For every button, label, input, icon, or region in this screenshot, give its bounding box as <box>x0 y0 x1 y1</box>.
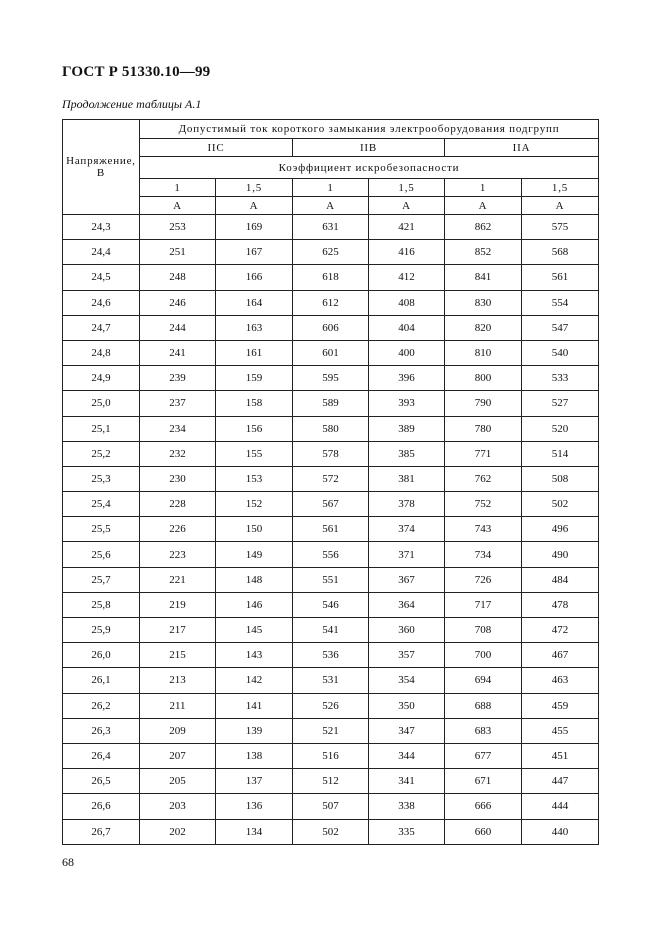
current-cell: 520 <box>522 416 599 441</box>
current-cell: 338 <box>369 794 445 819</box>
current-cell: 508 <box>522 466 599 491</box>
current-cell: 253 <box>140 215 216 240</box>
voltage-cell: 25,0 <box>63 391 140 416</box>
current-cell: 393 <box>369 391 445 416</box>
current-cell: 780 <box>445 416 522 441</box>
current-cell: 800 <box>445 366 522 391</box>
voltage-cell: 24,3 <box>63 215 140 240</box>
current-cell: 136 <box>216 794 293 819</box>
current-cell: 207 <box>140 743 216 768</box>
voltage-cell: 24,4 <box>63 240 140 265</box>
current-cell: 341 <box>369 769 445 794</box>
current-cell: 371 <box>369 542 445 567</box>
table-row <box>63 340 599 365</box>
current-cell: 344 <box>369 743 445 768</box>
current-cell: 752 <box>445 492 522 517</box>
current-cell: 152 <box>216 492 293 517</box>
current-cell: 790 <box>445 391 522 416</box>
unit-header: А <box>522 197 599 215</box>
current-cell: 232 <box>140 441 216 466</box>
table-row <box>63 643 599 668</box>
current-cell: 533 <box>522 366 599 391</box>
table-row <box>63 366 599 391</box>
current-cell: 618 <box>293 265 369 290</box>
voltage-cell: 26,7 <box>63 819 140 844</box>
voltage-cell: 25,8 <box>63 592 140 617</box>
current-cell: 143 <box>216 643 293 668</box>
factor-header: 1 <box>293 179 369 197</box>
table-row <box>63 441 599 466</box>
current-cell: 215 <box>140 643 216 668</box>
current-cell: 350 <box>369 693 445 718</box>
voltage-cell: 25,2 <box>63 441 140 466</box>
voltage-header-unit: В <box>96 167 106 179</box>
current-cell: 762 <box>445 466 522 491</box>
current-cell: 521 <box>293 718 369 743</box>
current-cell: 575 <box>522 215 599 240</box>
main-header: Допустимый ток короткого замыкания электрооборудования подгрупп <box>140 120 599 139</box>
current-cell: 149 <box>216 542 293 567</box>
current-cell: 478 <box>522 592 599 617</box>
current-cell: 203 <box>140 794 216 819</box>
current-cell: 404 <box>369 315 445 340</box>
current-cell: 540 <box>522 340 599 365</box>
current-cell: 156 <box>216 416 293 441</box>
current-cell: 213 <box>140 668 216 693</box>
current-cell: 512 <box>293 769 369 794</box>
current-cell: 463 <box>522 668 599 693</box>
current-cell: 146 <box>216 592 293 617</box>
current-cell: 556 <box>293 542 369 567</box>
current-cell: 145 <box>216 618 293 643</box>
current-cell: 694 <box>445 668 522 693</box>
table-row <box>63 819 599 844</box>
factor-header: 1,5 <box>369 179 445 197</box>
current-cell: 219 <box>140 592 216 617</box>
current-cell: 852 <box>445 240 522 265</box>
current-cell: 578 <box>293 441 369 466</box>
unit-header: А <box>216 197 293 215</box>
voltage-cell: 25,1 <box>63 416 140 441</box>
current-cell: 660 <box>445 819 522 844</box>
current-cell: 536 <box>293 643 369 668</box>
table-row <box>63 290 599 315</box>
unit-header: А <box>445 197 522 215</box>
voltage-cell: 24,9 <box>63 366 140 391</box>
table-row <box>63 794 599 819</box>
factor-header: 1 <box>445 179 522 197</box>
table-row <box>63 618 599 643</box>
current-cell: 248 <box>140 265 216 290</box>
table-row <box>63 668 599 693</box>
current-cell: 158 <box>216 391 293 416</box>
voltage-cell: 26,2 <box>63 693 140 718</box>
current-cell: 412 <box>369 265 445 290</box>
table-row <box>63 265 599 290</box>
current-cell: 606 <box>293 315 369 340</box>
table-row <box>63 542 599 567</box>
current-cell: 700 <box>445 643 522 668</box>
current-table <box>62 119 599 845</box>
current-cell: 625 <box>293 240 369 265</box>
voltage-cell: 26,3 <box>63 718 140 743</box>
current-cell: 167 <box>216 240 293 265</box>
voltage-cell: 26,4 <box>63 743 140 768</box>
current-cell: 717 <box>445 592 522 617</box>
current-cell: 378 <box>369 492 445 517</box>
current-cell: 374 <box>369 517 445 542</box>
current-cell: 367 <box>369 567 445 592</box>
current-cell: 447 <box>522 769 599 794</box>
current-cell: 202 <box>140 819 216 844</box>
table-row <box>63 215 599 240</box>
current-cell: 507 <box>293 794 369 819</box>
current-cell: 688 <box>445 693 522 718</box>
table-caption: Продолжение таблицы А.1 <box>62 97 202 111</box>
unit-header: А <box>369 197 445 215</box>
current-cell: 541 <box>293 618 369 643</box>
current-cell: 228 <box>140 492 216 517</box>
subgroup-header: IIC <box>140 139 293 157</box>
voltage-header <box>63 120 140 215</box>
current-cell: 734 <box>445 542 522 567</box>
current-cell: 771 <box>445 441 522 466</box>
current-cell: 601 <box>293 340 369 365</box>
current-cell: 708 <box>445 618 522 643</box>
coefficient-header: Коэффициент искробезопасности <box>140 157 599 179</box>
current-cell: 516 <box>293 743 369 768</box>
table-row <box>63 391 599 416</box>
current-cell: 547 <box>522 315 599 340</box>
current-cell: 726 <box>445 567 522 592</box>
current-cell: 531 <box>293 668 369 693</box>
current-cell: 451 <box>522 743 599 768</box>
factor-header: 1,5 <box>522 179 599 197</box>
current-cell: 347 <box>369 718 445 743</box>
current-cell: 221 <box>140 567 216 592</box>
current-cell: 467 <box>522 643 599 668</box>
current-cell: 514 <box>522 441 599 466</box>
current-cell: 666 <box>445 794 522 819</box>
current-cell: 810 <box>445 340 522 365</box>
current-cell: 440 <box>522 819 599 844</box>
current-cell: 527 <box>522 391 599 416</box>
current-cell: 502 <box>293 819 369 844</box>
table-row <box>63 240 599 265</box>
current-cell: 496 <box>522 517 599 542</box>
current-cell: 743 <box>445 517 522 542</box>
voltage-cell: 24,5 <box>63 265 140 290</box>
current-cell: 830 <box>445 290 522 315</box>
table-row <box>63 592 599 617</box>
current-cell: 241 <box>140 340 216 365</box>
current-cell: 141 <box>216 693 293 718</box>
voltage-cell: 26,6 <box>63 794 140 819</box>
current-cell: 217 <box>140 618 216 643</box>
current-cell: 490 <box>522 542 599 567</box>
current-cell: 554 <box>522 290 599 315</box>
current-cell: 459 <box>522 693 599 718</box>
current-cell: 164 <box>216 290 293 315</box>
current-cell: 862 <box>445 215 522 240</box>
subgroup-header: IIB <box>293 139 445 157</box>
current-cell: 335 <box>369 819 445 844</box>
table-row <box>63 517 599 542</box>
current-cell: 683 <box>445 718 522 743</box>
table-row <box>63 693 599 718</box>
current-cell: 484 <box>522 567 599 592</box>
current-cell: 364 <box>369 592 445 617</box>
voltage-cell: 26,0 <box>63 643 140 668</box>
current-cell: 360 <box>369 618 445 643</box>
voltage-cell: 26,1 <box>63 668 140 693</box>
voltage-cell: 25,5 <box>63 517 140 542</box>
current-cell: 159 <box>216 366 293 391</box>
current-cell: 166 <box>216 265 293 290</box>
current-cell: 568 <box>522 240 599 265</box>
voltage-header-label: Напряжение, <box>66 155 136 167</box>
voltage-cell: 25,4 <box>63 492 140 517</box>
current-cell: 354 <box>369 668 445 693</box>
current-cell: 385 <box>369 441 445 466</box>
current-cell: 209 <box>140 718 216 743</box>
factor-header: 1 <box>140 179 216 197</box>
current-cell: 148 <box>216 567 293 592</box>
current-cell: 237 <box>140 391 216 416</box>
current-cell: 455 <box>522 718 599 743</box>
current-cell: 139 <box>216 718 293 743</box>
current-cell: 163 <box>216 315 293 340</box>
current-cell: 472 <box>522 618 599 643</box>
table-row <box>63 567 599 592</box>
current-cell: 841 <box>445 265 522 290</box>
current-cell: 567 <box>293 492 369 517</box>
current-cell: 671 <box>445 769 522 794</box>
current-cell: 142 <box>216 668 293 693</box>
unit-header: А <box>293 197 369 215</box>
current-cell: 612 <box>293 290 369 315</box>
current-cell: 400 <box>369 340 445 365</box>
current-cell: 589 <box>293 391 369 416</box>
current-cell: 408 <box>369 290 445 315</box>
current-cell: 223 <box>140 542 216 567</box>
current-cell: 551 <box>293 567 369 592</box>
current-cell: 230 <box>140 466 216 491</box>
current-cell: 244 <box>140 315 216 340</box>
current-cell: 234 <box>140 416 216 441</box>
current-cell: 137 <box>216 769 293 794</box>
current-cell: 153 <box>216 466 293 491</box>
voltage-cell: 25,6 <box>63 542 140 567</box>
current-cell: 595 <box>293 366 369 391</box>
current-cell: 561 <box>293 517 369 542</box>
current-cell: 580 <box>293 416 369 441</box>
table-row <box>63 466 599 491</box>
voltage-cell: 25,9 <box>63 618 140 643</box>
current-cell: 416 <box>369 240 445 265</box>
current-cell: 246 <box>140 290 216 315</box>
page-number: 68 <box>62 855 74 869</box>
table-row <box>63 743 599 768</box>
table-row <box>63 315 599 340</box>
factor-header: 1,5 <box>216 179 293 197</box>
current-cell: 138 <box>216 743 293 768</box>
current-cell: 389 <box>369 416 445 441</box>
current-cell: 161 <box>216 340 293 365</box>
voltage-cell: 25,3 <box>63 466 140 491</box>
document-title: ГОСТ Р 51330.10—99 <box>62 64 211 80</box>
current-cell: 421 <box>369 215 445 240</box>
current-cell: 251 <box>140 240 216 265</box>
current-cell: 677 <box>445 743 522 768</box>
current-cell: 239 <box>140 366 216 391</box>
current-cell: 396 <box>369 366 445 391</box>
voltage-cell: 24,8 <box>63 340 140 365</box>
table-row <box>63 718 599 743</box>
unit-header: А <box>140 197 216 215</box>
table-row <box>63 416 599 441</box>
current-cell: 155 <box>216 441 293 466</box>
current-cell: 169 <box>216 215 293 240</box>
current-cell: 381 <box>369 466 445 491</box>
current-cell: 134 <box>216 819 293 844</box>
current-cell: 820 <box>445 315 522 340</box>
table-row <box>63 769 599 794</box>
current-cell: 226 <box>140 517 216 542</box>
current-cell: 546 <box>293 592 369 617</box>
current-cell: 357 <box>369 643 445 668</box>
current-cell: 205 <box>140 769 216 794</box>
current-cell: 526 <box>293 693 369 718</box>
voltage-cell: 25,7 <box>63 567 140 592</box>
current-cell: 444 <box>522 794 599 819</box>
voltage-cell: 24,7 <box>63 315 140 340</box>
current-cell: 561 <box>522 265 599 290</box>
current-cell: 150 <box>216 517 293 542</box>
current-cell: 572 <box>293 466 369 491</box>
voltage-cell: 24,6 <box>63 290 140 315</box>
subgroup-header: IIA <box>445 139 599 157</box>
current-cell: 502 <box>522 492 599 517</box>
current-cell: 211 <box>140 693 216 718</box>
table-row <box>63 492 599 517</box>
current-cell: 631 <box>293 215 369 240</box>
voltage-cell: 26,5 <box>63 769 140 794</box>
